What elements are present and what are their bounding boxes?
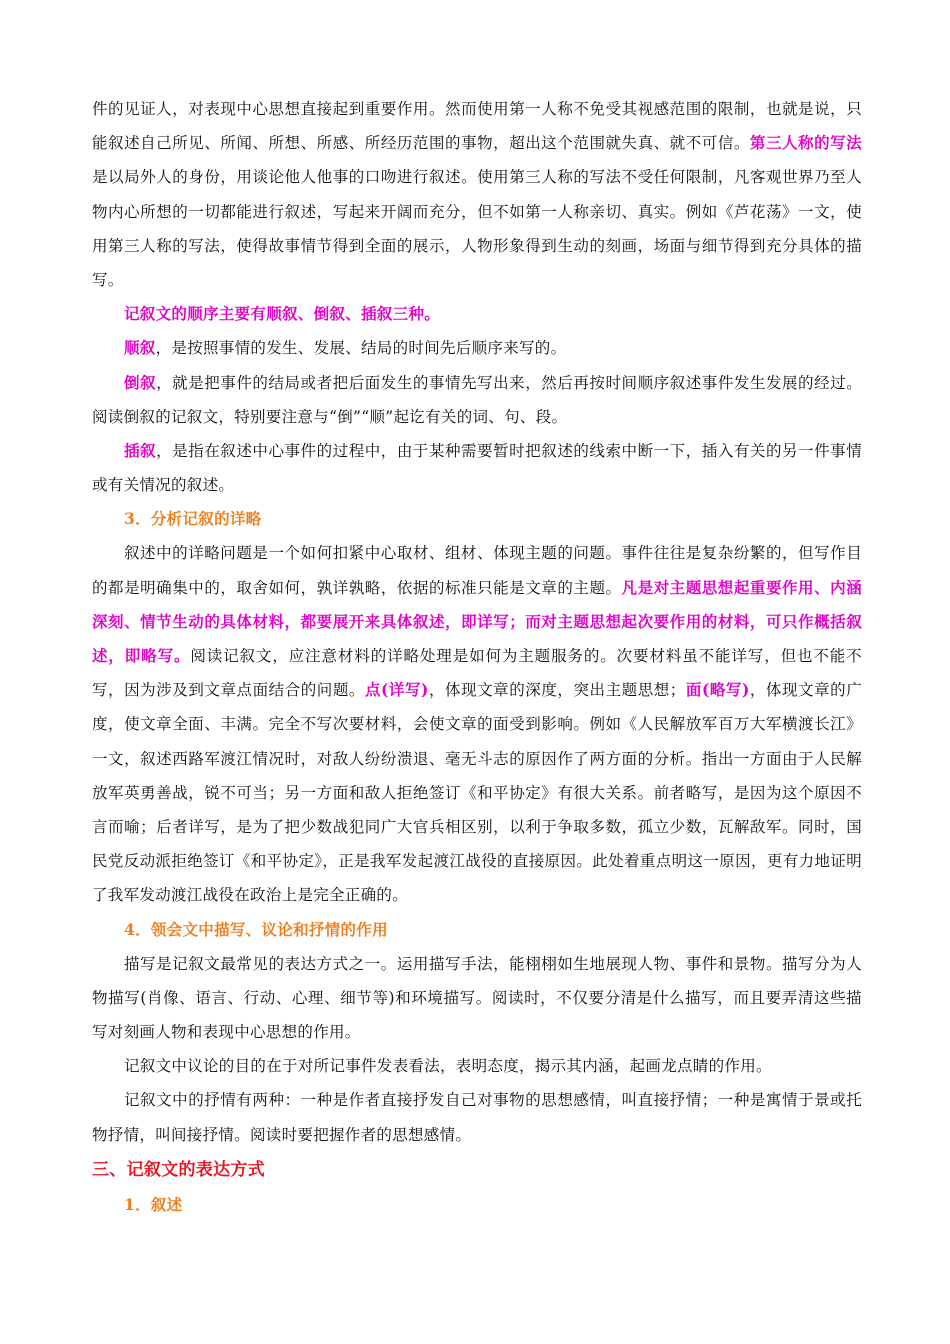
paragraph-chaxu: 插叙，是指在叙述中心事件的过程中，由于某种需要暂时把叙述的线索中断一下，插入有关的另一件事情或有关情况的叙述。 — [92, 441, 863, 495]
paragraph-shunxu: 顺叙，是按照事情的发生、发展、结局的时间先后顺序来写的。 — [124, 338, 567, 358]
subheading-narration: 1．叙述 — [124, 1194, 183, 1214]
paragraph-description: 描写是记叙文最常见的表达方式之一。运用描写手法，能栩栩如生地展现人物、事件和景物。描写分为人物描写(肖像、语言、行动、心理、细节等)和环境描写。阅读时，不仅要分清是什么描写，而且要弄清这些描写对刻画人物和表现中心思想的作用。 — [92, 954, 862, 1042]
term-point-detail: 点(详写) — [364, 680, 429, 700]
text-run: 是以局外人的身份，用谈论他人他事的口吻进行叙述。使用第三人称的写法不受任何限制，凡客观世界乃至人物内心所想的一切都能进行叙述，写起来开阔而充分，但不如第一人称亲切、真实。例如《芦花荡》一文，使用第三人称的写法，使得故事情节得到全面的展示，人物形象得到生动的刻画，场面与细节得到充分具体的描写。 — [92, 168, 862, 290]
subheading-detail: 3．分析记叙的详略 — [124, 509, 262, 529]
term-daoxu: 倒叙 — [124, 372, 157, 392]
term-chaxu: 插叙 — [124, 441, 157, 461]
paragraph-daoxu: 倒叙，就是把事件的结局或者把后面发生的事情先写出来，然后再按时间顺序叙述事件发生发展的经过。阅读倒叙的记叙文，特别要注意与“倒”“顺”起讫有关的词、句、段。 — [92, 372, 863, 426]
order-heading: 记叙文的顺序主要有顺叙、倒叙、插叙三种。 — [124, 304, 441, 324]
paragraph-narrative-perspective — [92, 92, 862, 297]
paragraph-detail: 叙述中的详略问题是一个如何扣紧中心取材、组材、体现主题的问题。事件往往是复杂纷繁的，但写作目的都是明确集中的，取舍如何，孰详孰略，依据的标准只能是文章的主题。凡是对主题思想起重要作用、内涵深刻、情节生动的具体材料，都要展开来具体叙述，即详写；而对主题思想起次要作用的材料，可只作概括叙述，即略写。阅读记叙文，应注意材料的详略处理是如何为主题服务的。次要材料虽不能详写，但也不能不写，因为涉及到文章点面结合的问题。点(详写)，体现文章的深度，突出主题思想；面(略写)，体现文章的广度，使文章全面、丰满。完全不写次要材料，会使文章的面受到影响。例如《人民解放军百万大军横渡长江》一文，叙述西路军渡江情况时，对敌人纷纷溃退、毫无斗志的原因作了两方面的分析。指出一方面由于人民解放军英勇善战，锐不可当；另一方面和敌人拒绝签订《和平协定》有很大关系。前者略写，是因为这个原因不言而喻；后者详写，是为了把少数战犯同广大官兵相区别，以利于争取多数，孤立少数，瓦解敌军。同时，国民党反动派拒绝签订《和平协定》，正是我军发起渡江战役的直接原因。此处着重点明这一原因，更有力地证明了我军发动渡江战役在政治上是完全正确的。 — [92, 544, 862, 905]
text-run: 件的见证人，对表现中心思想直接起到重要作用。然而使用第一人称不免受其视感范围的限制，也就是说，只能叙述自己所见、所闻、所想、所感、所经历范围的事物，超出这个范围就失真、就不可信。 — [92, 100, 862, 153]
paragraph-argument: 记叙文中议论的目的在于对所记事件发表看法，表明态度，揭示其内涵，起画龙点睛的作用。 — [124, 1057, 772, 1076]
subheading-roles: 4．领会文中描写、议论和抒情的作用 — [124, 919, 388, 939]
paragraph-lyric: 记叙文中的抒情有两种：一种是作者直接抒发自己对事物的思想感情，叫直接抒情；一种是寓情于景或托物抒情，叫间接抒情。阅读时要把握作者的思想感情。 — [92, 1091, 862, 1144]
document-page — [92, 92, 862, 1222]
highlight-third-person: 第三人称的写法 — [749, 133, 862, 153]
highlight-detail-rule: 凡是对主题思想起重要作用、内涵深刻、情节生动的具体材料，都要展开来具体叙述，即详写；而对主题思想起次要作用的材料，可只作概括叙述，即略写。 — [92, 577, 862, 666]
section-title-expression: 三、记叙文的表达方式 — [92, 1159, 265, 1180]
term-shunxu: 顺叙 — [124, 338, 156, 358]
term-surface-brief: 面(略写) — [685, 680, 750, 700]
